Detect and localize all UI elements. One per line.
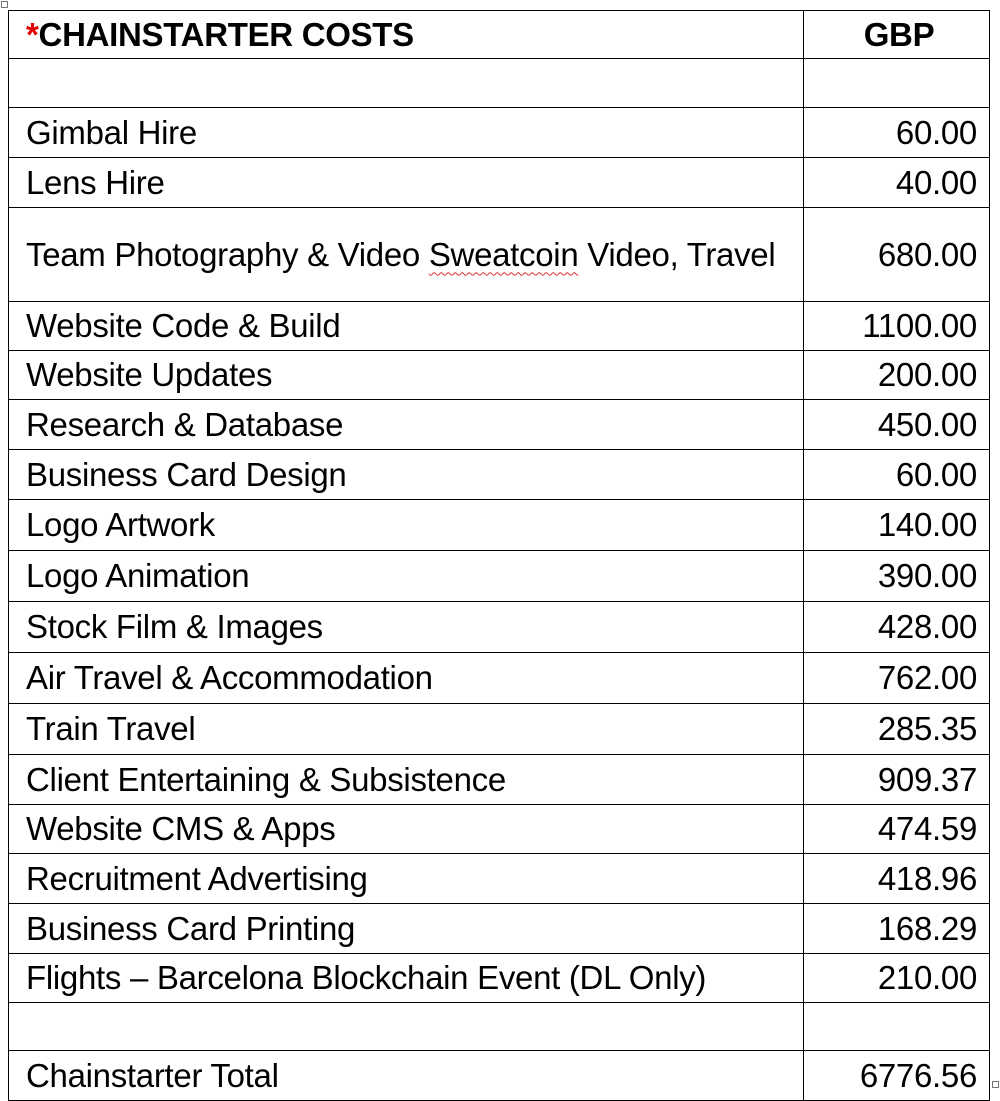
item-amount[interactable]: 680.00 xyxy=(804,208,990,302)
item-amount[interactable]: 762.00 xyxy=(804,653,990,704)
table-row xyxy=(9,904,990,954)
item-description[interactable]: Lens Hire xyxy=(9,158,804,208)
item-amount[interactable]: 285.35 xyxy=(804,704,990,755)
item-description[interactable]: Research & Database xyxy=(9,400,804,450)
page-corner-marker xyxy=(1,1,8,8)
empty-cell[interactable] xyxy=(9,1003,804,1051)
total-amount[interactable]: 6776.56 xyxy=(804,1051,990,1101)
table-title: CHAINSTARTER COSTS xyxy=(38,15,414,53)
total-label[interactable]: Chainstarter Total xyxy=(9,1051,804,1101)
item-amount[interactable]: 60.00 xyxy=(804,450,990,500)
table-title-cell[interactable] xyxy=(9,11,804,59)
empty-cell[interactable] xyxy=(9,59,804,108)
item-amount[interactable]: 140.00 xyxy=(804,500,990,551)
table-row xyxy=(9,805,990,854)
item-amount[interactable]: 1100.00 xyxy=(804,302,990,351)
empty-row xyxy=(9,1003,990,1051)
item-amount[interactable]: 200.00 xyxy=(804,351,990,400)
table-row xyxy=(9,351,990,400)
item-amount[interactable]: 390.00 xyxy=(804,551,990,602)
item-description[interactable]: Business Card Design xyxy=(9,450,804,500)
total-row xyxy=(9,1051,990,1101)
table-row xyxy=(9,400,990,450)
item-description[interactable]: Website Code & Build xyxy=(9,302,804,351)
table-row xyxy=(9,500,990,551)
table-row xyxy=(9,551,990,602)
table-row xyxy=(9,450,990,500)
table-row xyxy=(9,208,990,302)
item-amount[interactable]: 60.00 xyxy=(804,108,990,158)
table-row xyxy=(9,704,990,755)
item-description[interactable]: Air Travel & Accommodation xyxy=(9,653,804,704)
item-amount[interactable]: 418.96 xyxy=(804,854,990,904)
item-amount[interactable]: 909.37 xyxy=(804,755,990,805)
currency-header[interactable]: GBP xyxy=(804,11,990,59)
table-row xyxy=(9,602,990,653)
item-amount[interactable]: 210.00 xyxy=(804,954,990,1003)
table-row xyxy=(9,653,990,704)
spellcheck-flagged-word: Sweatcoin xyxy=(428,235,579,273)
header-row xyxy=(9,11,990,59)
item-description[interactable] xyxy=(9,208,804,302)
item-amount[interactable]: 450.00 xyxy=(804,400,990,450)
item-amount[interactable]: 474.59 xyxy=(804,805,990,854)
cost-table xyxy=(8,10,990,1101)
item-description[interactable]: Stock Film & Images xyxy=(9,602,804,653)
item-description[interactable]: Flights – Barcelona Blockchain Event (DL Only) xyxy=(9,954,804,1003)
table-row xyxy=(9,158,990,208)
item-description[interactable]: Train Travel xyxy=(9,704,804,755)
item-description[interactable]: Gimbal Hire xyxy=(9,108,804,158)
item-amount[interactable]: 428.00 xyxy=(804,602,990,653)
page-corner-marker xyxy=(992,1081,999,1088)
asterisk-mark: * xyxy=(26,15,39,53)
table-row xyxy=(9,954,990,1003)
item-amount[interactable]: 40.00 xyxy=(804,158,990,208)
table-row xyxy=(9,755,990,805)
item-description[interactable]: Recruitment Advertising xyxy=(9,854,804,904)
item-description-part: Team Photography & Video xyxy=(26,235,429,273)
table-row xyxy=(9,302,990,351)
empty-cell[interactable] xyxy=(804,1003,990,1051)
item-description[interactable]: Logo Artwork xyxy=(9,500,804,551)
item-amount[interactable]: 168.29 xyxy=(804,904,990,954)
table-row xyxy=(9,108,990,158)
empty-cell[interactable] xyxy=(804,59,990,108)
item-description-part: Video, Travel xyxy=(578,235,776,273)
item-description[interactable]: Logo Animation xyxy=(9,551,804,602)
item-description[interactable]: Website Updates xyxy=(9,351,804,400)
item-description[interactable]: Website CMS & Apps xyxy=(9,805,804,854)
table-row xyxy=(9,854,990,904)
empty-row xyxy=(9,59,990,108)
item-description[interactable]: Client Entertaining & Subsistence xyxy=(9,755,804,805)
item-description[interactable]: Business Card Printing xyxy=(9,904,804,954)
